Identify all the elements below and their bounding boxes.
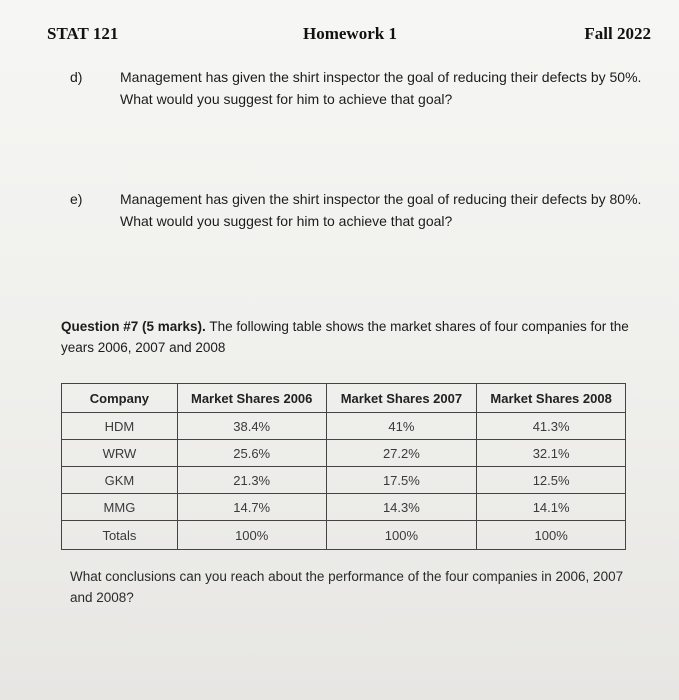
column-header: Market Shares 2008 [477,384,626,413]
share-cell: 27.2% [326,440,477,467]
item-label: e) [70,191,83,207]
share-cell: 14.1% [477,494,626,521]
share-cell: 12.5% [477,467,626,494]
company-cell: WRW [62,440,178,467]
company-cell: GKM [62,467,178,494]
share-cell: 25.6% [177,440,326,467]
term-label: Fall 2022 [584,24,651,43]
column-header: Market Shares 2006 [177,384,326,413]
share-cell: 17.5% [326,467,477,494]
totals-row [62,521,626,550]
share-cell: 14.7% [177,494,326,521]
conclusion-prompt: What conclusions can you reach about the performance of the four companies in 2006, 2007 and 2008? [70,569,624,605]
item-label: d) [70,69,83,85]
share-cell: 100% [477,521,626,550]
table-row [62,440,626,467]
company-cell: Totals [62,521,178,550]
item-text: Management has given the shirt inspector the goal of reducing their defects by 50%. What would you suggest for him to achieve that goal? [120,69,642,107]
share-cell: 38.4% [177,413,326,440]
question-7 [61,316,641,358]
market-share-table [61,383,626,550]
share-cell: 21.3% [177,467,326,494]
table-row [62,494,626,521]
share-cell: 100% [326,521,477,550]
question-title: Question #7 (5 marks). [61,319,206,334]
company-cell: HDM [62,413,178,440]
table-row [62,467,626,494]
company-cell: MMG [62,494,178,521]
share-cell: 41% [326,413,477,440]
course-code: STAT 121 [47,24,119,43]
page-header [47,24,651,48]
column-header: Market Shares 2007 [326,384,477,413]
share-cell: 41.3% [477,413,626,440]
share-cell: 32.1% [477,440,626,467]
question-text: The following table shows the market shares of four companies for the years 2006, 2007 and 2008 [61,319,629,355]
column-header: Company [62,384,178,413]
table-header-row [62,384,626,413]
share-cell: 100% [177,521,326,550]
assignment-title: Homework 1 [303,24,397,43]
item-text: Management has given the shirt inspector the goal of reducing their defects by 80%. What would you suggest for him to achieve that goal? [120,191,642,229]
share-cell: 14.3% [326,494,477,521]
table-row [62,413,626,440]
